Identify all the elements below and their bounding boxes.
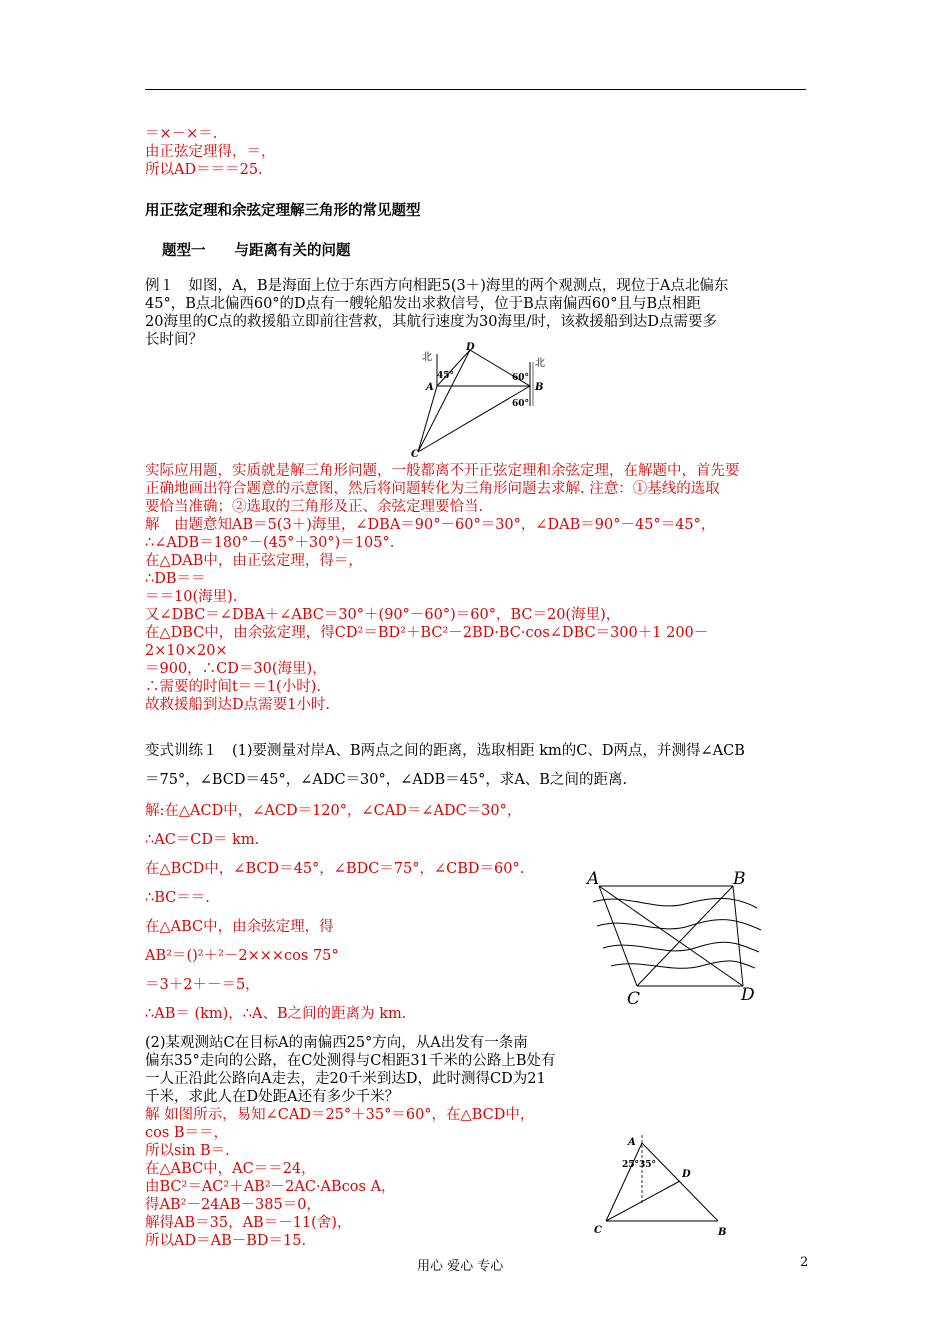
remark-text: 实际应用题，实质就是解三角形问题，一般都离不开正弦定理和余弦定理，在解题中，首先要 [145,463,740,479]
point-d: D [682,1169,691,1180]
page-number: 2 [800,1255,809,1270]
point-a: A [426,382,434,393]
solution-text: 解:在△ACD中，∠ACD＝120°，∠CAD＝∠ADC＝30°， [145,803,522,819]
solution-text: ＝3＋2＋－＝5， [145,977,260,993]
footer-text: 用心 爱心 专心 [417,1259,504,1274]
solution-text: 解 如图所示，易知∠CAD＝25°＋35°＝60°，在△BCD中， [145,1107,535,1123]
solution-text: 解得AB＝35，AB＝－11(舍)， [145,1215,352,1231]
solution-text: ∴BC＝＝. [145,890,210,906]
problem-text: 一人正沿此公路向A走去，走20千米到达D，此时测得CD为21 [145,1071,546,1087]
remark-text: 正确地画出符合题意的示意图，然后将问题转化为三角形问题去求解. 注意：①基线的选取 [145,481,720,497]
solution-text: 得AB²－24AB－385＝0， [145,1197,321,1213]
problem-text: 千米，求此人在D处距A还有多少千米？ [145,1089,400,1105]
header-rule [145,89,806,90]
point-c: C [594,1225,602,1236]
figure-example-1 [410,342,550,460]
solution-text: 又∠DBC＝∠DBA＋∠ABC＝30°＋(90°－60°)＝60°，BC＝20(海里)， [145,607,621,623]
solution-text: 2×10×20× [145,643,228,659]
exercise-text: 变式训练１ (1)要测量对岸A、B两点之间的距离，选取相距 km的C、D两点，并测得∠ACB [145,743,745,759]
solution-text: ＝＝10(海里). [145,589,238,605]
solution-text: ∴需要的时间t＝＝1(小时). [145,679,321,695]
solution-text: 所以sin B＝. [145,1143,230,1159]
example-text: 长时间？ [145,332,203,348]
angle-60-bottom: 60° [512,399,530,409]
solution-text: 解 由题意知AB＝5(3＋)海里，∠DBA＝90°－60°＝30°，∠DAB＝90°－45°＝45°， [145,517,716,533]
solution-text: 在△DAB中，由正弦定理，得＝， [145,553,363,569]
solution-text: 在△ABC中，由余弦定理，得 [145,919,334,935]
example-text: 20海里的C点的救援船立即前往营救，其航行速度为30海里/时，该救援船到达D点需要多 [145,314,718,330]
solution-text: 在△DBC中，由余弦定理，得CD²＝BD²＋BC²－2BD·BC·cos∠DBC＝300＋1 200－ [145,625,709,641]
problem-text: 偏东35°走向的公路，在C处测得与C相距31千米的公路上B处有 [145,1053,556,1069]
solution-text: ∴AB＝ (km)，∴A、B之间的距离为 km. [145,1006,407,1022]
solution-text: 在△BCD中，∠BCD＝45°，∠BDC＝75°，∠CBD＝60°. [145,861,525,877]
angle-45: 45° [437,371,455,381]
section-heading: 用正弦定理和余弦定理解三角形的常见题型 [145,202,421,219]
example-text: 例１ 如图，A，B是海面上位于东西方向相距5(3＋)海里的两个观测点，现位于A点北偏东 [145,278,729,294]
label-north-a: 北 [422,352,432,363]
example-text: 45°，B点北偏西60°的D点有一艘轮船发出求救信号，位于B点南偏西60°且与B点相距 [145,296,701,312]
figure-river [585,868,765,1008]
solution-text: 在△ABC中，AC＝＝24， [145,1161,316,1177]
angle-60-top: 60° [512,373,530,383]
solution-text: 故救援船到达D点需要1小时. [145,697,330,713]
subsection-heading: 题型一 与距离有关的问题 [162,242,351,259]
exercise-text: ＝75°，∠BCD＝45°，∠ADC＝30°，∠ADB＝45°，求A、B之间的距离. [145,772,628,788]
problem-text: (2)某观测站C在目标A的南偏西25°方向，从A出发有一条南 [145,1035,528,1051]
solution-text: AB²＝()²＋²－2×××cos 75° [145,948,339,964]
text-line: 所以AD＝＝＝25. [145,162,263,178]
label-north-b: 北 [535,358,545,369]
solution-text: 所以AD＝AB－BD＝15. [145,1233,307,1249]
remark-text: 要恰当准确；②选取的三角形及正、余弦定理要恰当. [145,499,484,515]
point-b: B [718,1227,727,1238]
solution-text: 由BC²＝AC²＋AB²－2AC·ABcos A， [145,1179,396,1195]
solution-text: ∴AC＝CD＝ km. [145,832,260,848]
text-line: ＝×－×＝. [145,126,218,142]
figure-triangle [590,1125,730,1240]
angle-25-35: 25°35° [622,1160,657,1170]
point-b: B [733,869,746,889]
solution-text: ＝900，∴CD＝30(海里)， [145,661,327,677]
point-c: C [627,989,641,1008]
point-a: A [628,1137,636,1148]
point-d: D [741,985,755,1005]
text-line: 由正弦定理得，＝， [145,144,276,160]
solution-text: ∴DB＝＝ [145,571,206,587]
solution-text: ∴∠ADB＝180°－(45°＋30°)＝105°. [145,535,395,551]
solution-text: cos B＝＝， [145,1125,229,1141]
point-a: A [587,869,600,889]
point-d: D [466,342,475,353]
point-c: C [411,449,419,460]
point-b: B [535,382,544,393]
